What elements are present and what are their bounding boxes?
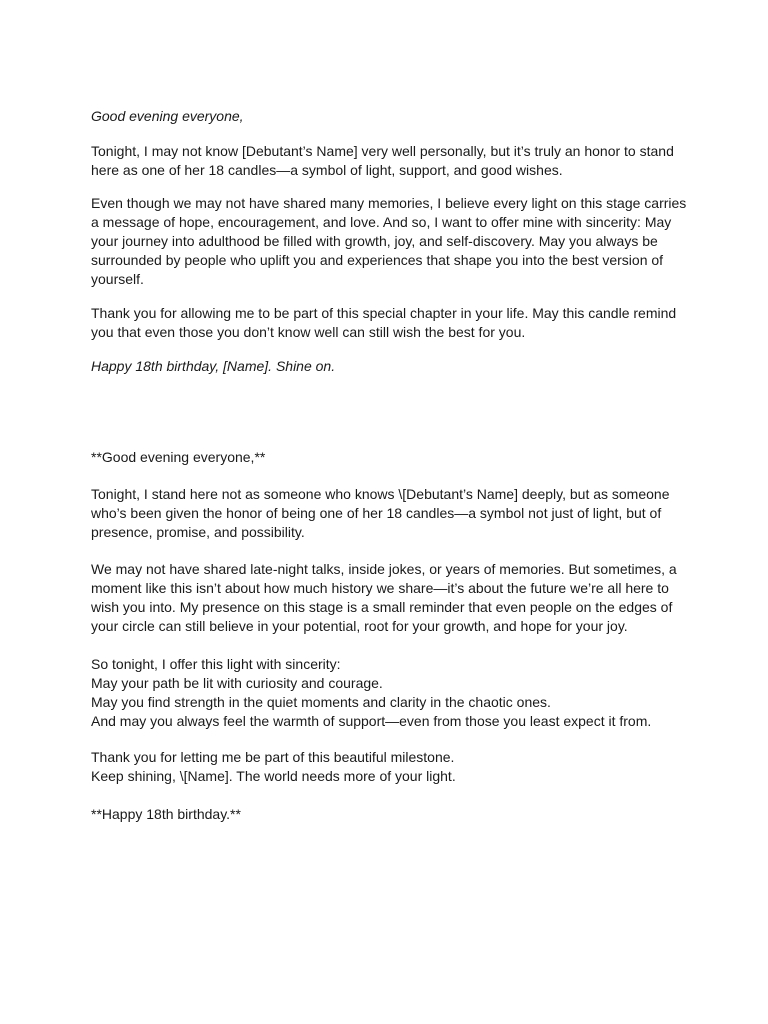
speech1-greeting-block bbox=[91, 107, 691, 126]
speech1-para2-line: a message of hope, encouragement, and love. And so, I want to offer mine with sincerity: May bbox=[91, 214, 672, 230]
speech1-closing-block bbox=[91, 357, 691, 376]
speech2-greeting-block bbox=[91, 448, 691, 467]
speech2-para1-line: Tonight, I stand here not as someone who knows \[Debutant’s Name] deeply, but as someone bbox=[91, 486, 670, 502]
speech1-para3-line: Thank you for allowing me to be part of this special chapter in your life. May this candle remind bbox=[91, 305, 677, 321]
speech1-paragraph-1 bbox=[91, 142, 691, 180]
speech2-para2-line: moment like this isn’t about how much history we share—it’s about the future we’re all here to bbox=[91, 580, 669, 596]
speech2-para3-line: May you find strength in the quiet moments and clarity in the chaotic ones. bbox=[91, 694, 551, 710]
speech2-para3-line: May your path be lit with curiosity and courage. bbox=[91, 675, 383, 691]
speech1-para2-line: yourself. bbox=[91, 271, 144, 287]
speech2-para2-line: wish you into. My presence on this stage is a small reminder that even people on the edges of bbox=[91, 599, 673, 615]
speech1-closing: Happy 18th birthday, [Name]. Shine on. bbox=[91, 358, 336, 374]
speech2-para4-line: Keep shining, \[Name]. The world needs more of your light. bbox=[91, 768, 456, 784]
speech1-paragraph-2 bbox=[91, 194, 691, 289]
speech1-para1-line: Tonight, I may not know [Debutant’s Name] very well personally, but it’s truly an honor to stand bbox=[91, 143, 674, 159]
speech2-para4-line: Thank you for letting me be part of this beautiful milestone. bbox=[91, 749, 455, 765]
speech2-para2-line: We may not have shared late-night talks, inside jokes, or years of memories. But sometimes, a bbox=[91, 561, 677, 577]
speech2-closing-block bbox=[91, 805, 691, 824]
speech2-para3-line: And may you always feel the warmth of support—even from those you least expect it from. bbox=[91, 713, 652, 729]
speech2-greeting: **Good evening everyone,** bbox=[91, 449, 266, 465]
speech1-para3-line: you that even those you don’t know well can still wish the best for you. bbox=[91, 324, 526, 340]
speech1-paragraph-3 bbox=[91, 304, 691, 342]
speech2-paragraph-1 bbox=[91, 485, 691, 542]
speech2-para1-line: who’s been given the honor of being one of her 18 candles—a symbol not just of light, but of bbox=[91, 505, 662, 521]
speech1-para2-line: your journey into adulthood be filled with growth, joy, and self-discovery. May you always be bbox=[91, 233, 658, 249]
speech2-para3-line: So tonight, I offer this light with sincerity: bbox=[91, 656, 341, 672]
speech1-para1-line: here as one of her 18 candles—a symbol of light, support, and good wishes. bbox=[91, 162, 563, 178]
speech2-para2-line: your circle can still believe in your potential, root for your growth, and hope for your joy. bbox=[91, 618, 628, 634]
speech1-greeting: Good evening everyone, bbox=[91, 108, 244, 124]
speech2-para1-line: presence, promise, and possibility. bbox=[91, 524, 305, 540]
speech2-closing: **Happy 18th birthday.** bbox=[91, 806, 241, 822]
speech1-para2-line: surrounded by people who uplift you and experiences that shape you into the best version of bbox=[91, 252, 664, 268]
speech2-paragraph-2 bbox=[91, 560, 691, 636]
speech2-paragraph-3 bbox=[91, 655, 691, 731]
speech2-paragraph-4 bbox=[91, 748, 691, 786]
speech1-para2-line: Even though we may not have shared many memories, I believe every light on this stage carries bbox=[91, 195, 687, 211]
